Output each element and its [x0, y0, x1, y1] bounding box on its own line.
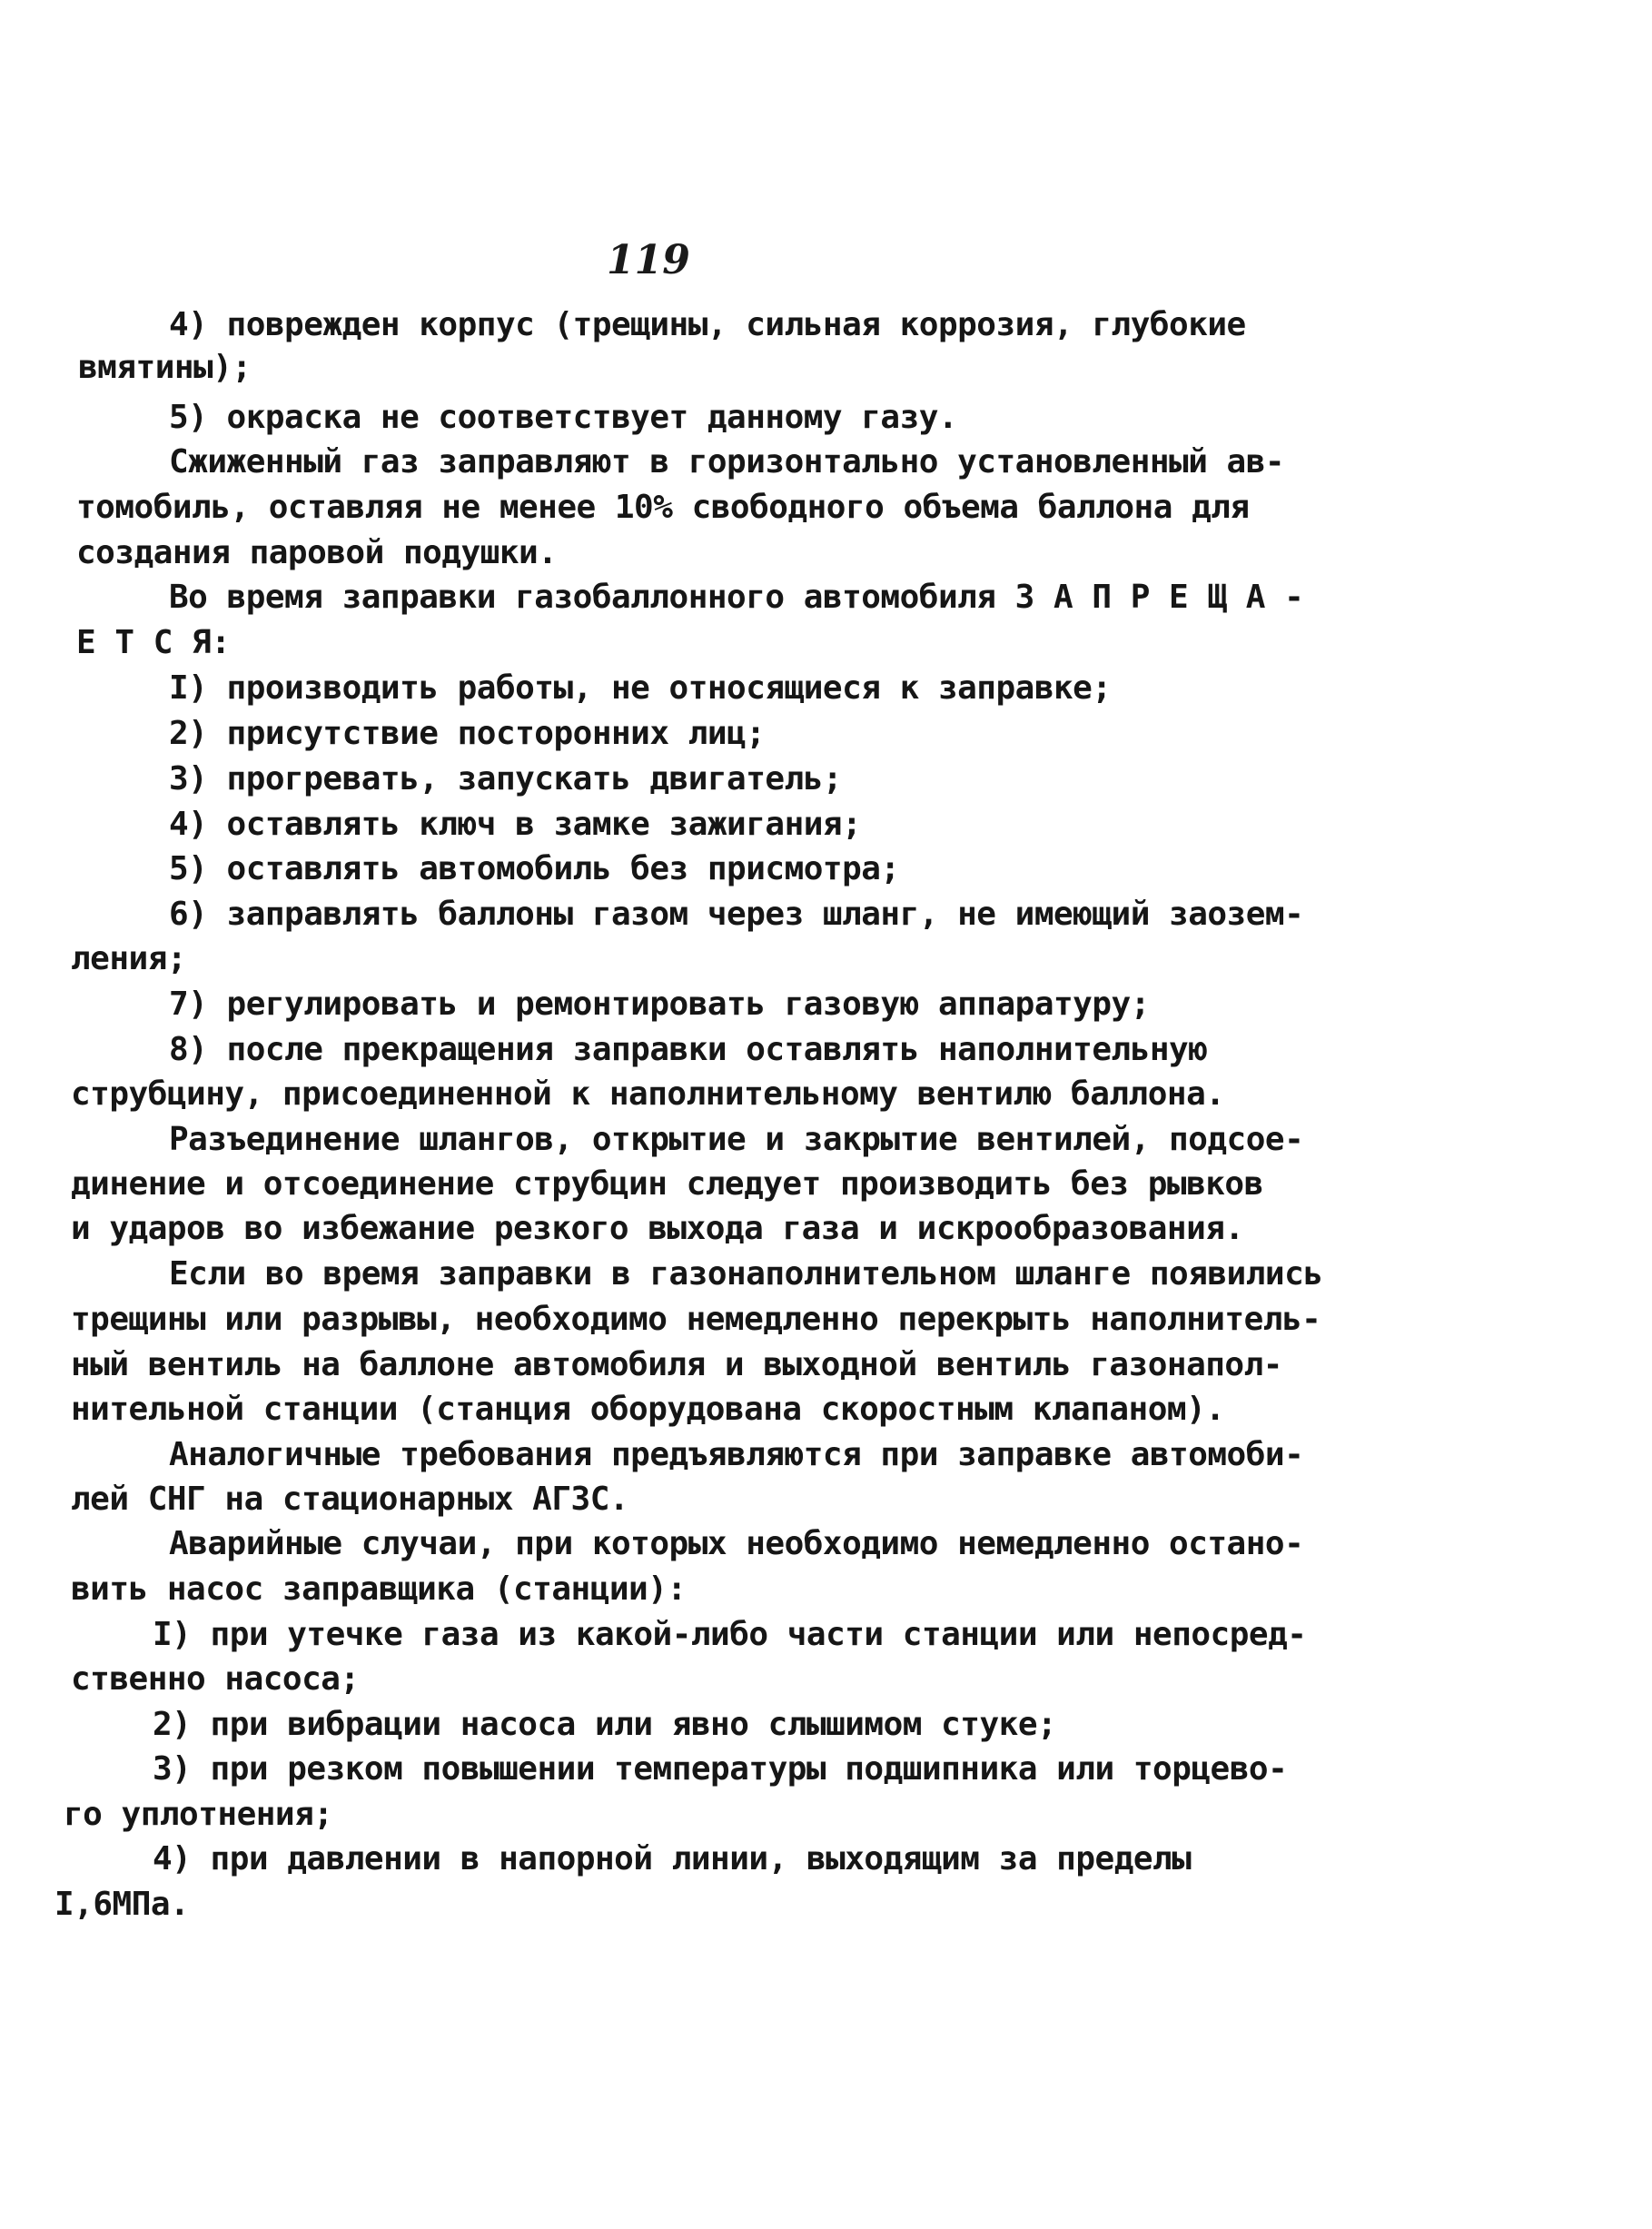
text-line: ственно насоса; — [71, 1660, 360, 1698]
text-line: Аналогичные требования предъявляются при заправке автомоби- — [169, 1436, 1304, 1473]
text-line: I,6МПа. — [54, 1886, 190, 1923]
text-line: 4) при давлении в напорной линии, выходящим за пределы — [153, 1840, 1192, 1877]
text-line: ления; — [71, 940, 187, 977]
text-line: лей СНГ на стационарных АГЗС. — [71, 1481, 629, 1518]
text-line: 7) регулировать и ремонтировать газовую аппаратуру; — [169, 986, 1150, 1023]
text-line: нительной станции (станция оборудована скоростным клапаном). — [71, 1391, 1225, 1428]
text-line: 5) окраска не соответствует данному газу. — [169, 399, 958, 436]
text-line: вмятины); — [78, 349, 252, 386]
text-line: Если во время заправки в газонаполнительном шланге появились — [169, 1255, 1323, 1293]
text-line: 2) при вибрации насоса или явно слышимом стуке; — [153, 1706, 1057, 1743]
text-line: 4) поврежден корпус (трещины, сильная коррозия, глубокие — [169, 306, 1246, 343]
text-line: томобиль, оставляя не менее 10% свободного объема баллона для — [76, 489, 1250, 526]
text-line: 3) прогревать, запускать двигатель; — [169, 760, 843, 797]
text-line: Е Т С Я: — [76, 624, 231, 661]
text-line: вить насос заправщика (станции): — [71, 1570, 687, 1608]
text-line: Сжиженный газ заправляют в горизонтально установленный ав- — [169, 443, 1285, 480]
text-line: I) при утечке газа из какой-либо части станции или непосред- — [153, 1616, 1307, 1653]
text-line: 2) присутствие посторонних лиц; — [169, 715, 766, 752]
text-line: Разъединение шлангов, открытие и закрытие вентилей, подсое- — [169, 1121, 1304, 1158]
text-line: I) производить работы, не относящиеся к заправке; — [169, 669, 1112, 707]
text-line: динение и отсоединение струбцин следует производить без рывков — [71, 1165, 1263, 1203]
text-line: 5) оставлять автомобиль без присмотра; — [169, 850, 900, 887]
text-line: Аварийные случаи, при которых необходимо немедленно остано- — [169, 1525, 1304, 1562]
text-line: струбцину, присоединенной к наполнительному вентилю баллона. — [71, 1075, 1225, 1113]
text-line: и ударов во избежание резкого выхода газа и искрообразования. — [71, 1210, 1244, 1247]
text-line: 3) при резком повышении температуры подшипника или торцево- — [153, 1750, 1288, 1788]
text-line: создания паровой подушки. — [76, 534, 558, 571]
text-line: ный вентиль на баллоне автомобиля и выходной вентиль газонапол- — [71, 1346, 1282, 1383]
text-line: 4) оставлять ключ в замке зажигания; — [169, 806, 862, 843]
text-line: трещины или разрывы, необходимо немедленно перекрыть наполнитель- — [71, 1301, 1321, 1338]
page-number: 119 — [607, 237, 690, 283]
text-line: Во время заправки газобаллонного автомобиля З А П Р Е Щ А - — [169, 579, 1304, 616]
text-line: го уплотнения; — [64, 1796, 333, 1833]
text-line: 8) после прекращения заправки оставлять наполнительную — [169, 1031, 1208, 1068]
text-line: 6) заправлять баллоны газом через шланг, не имеющий заозем- — [169, 896, 1304, 933]
